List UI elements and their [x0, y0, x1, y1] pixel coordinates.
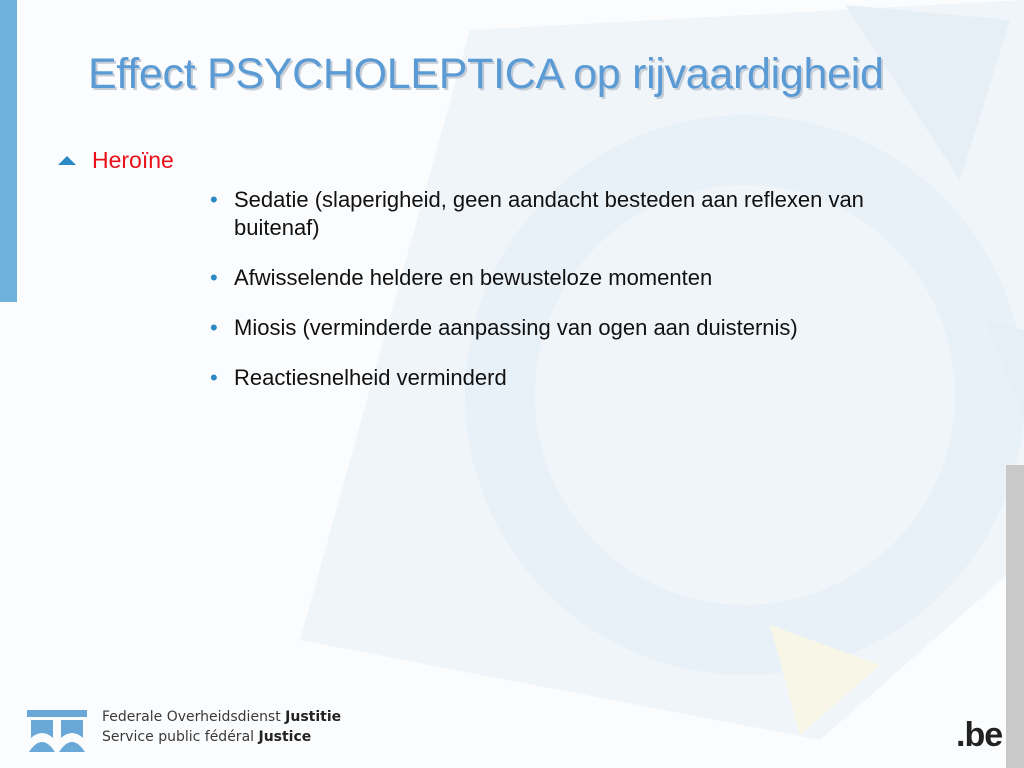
footer-line-2-bold: Justice	[258, 729, 312, 745]
slide-title: Effect PSYCHOLEPTICA op rijvaardigheid	[88, 50, 884, 98]
level1-text: Heroïne	[92, 147, 174, 173]
bullet-item	[210, 186, 910, 242]
footer-organization	[102, 707, 341, 747]
bullet-dot-icon: •	[210, 265, 218, 290]
bullet-text: Sedatie (slaperigheid, geen aandacht besteden aan reflexen van buitenaf)	[234, 187, 864, 240]
footer-line-1-prefix: Federale Overheidsdienst	[102, 709, 281, 725]
footer-line-2-prefix: Service public fédéral	[102, 729, 255, 745]
bullet-item	[210, 364, 910, 392]
bullet-list	[210, 186, 910, 414]
left-accent-bar	[0, 0, 17, 302]
footer-line-2	[102, 727, 341, 747]
bullet-text: Miosis (verminderde aanpassing van ogen aan duisternis)	[234, 315, 798, 340]
level1-item	[58, 147, 174, 174]
bullet-dot-icon: •	[210, 315, 218, 340]
triangle-up-icon	[58, 156, 76, 165]
bullet-text: Reactiesnelheid verminderd	[234, 365, 507, 390]
be-logo: .be	[956, 716, 1003, 754]
justice-building-icon	[27, 708, 87, 754]
right-accent-bar	[1006, 465, 1024, 768]
bullet-dot-icon: •	[210, 365, 218, 390]
bullet-item	[210, 314, 910, 342]
bullet-dot-icon: •	[210, 187, 218, 212]
bullet-item	[210, 264, 910, 292]
footer-line-1	[102, 707, 341, 727]
footer-line-1-bold: Justitie	[285, 709, 342, 725]
bullet-text: Afwisselende heldere en bewusteloze momenten	[234, 265, 713, 290]
